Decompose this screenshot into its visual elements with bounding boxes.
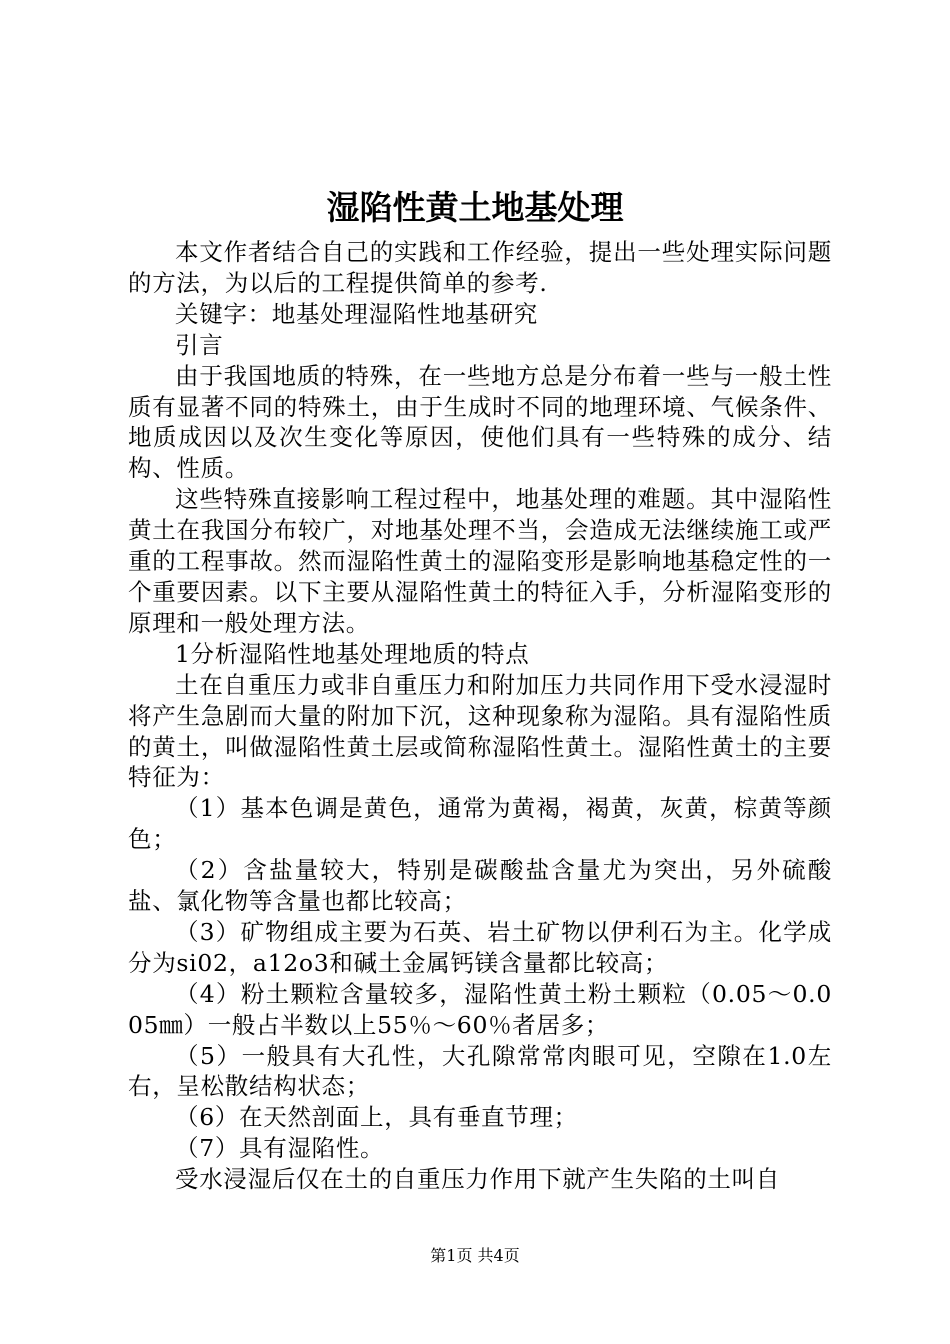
list-item: （5）一般具有大孔性，大孔隙常常肉眼可见，空隙在1.0左右，呈松散结构状态； [128, 1041, 832, 1101]
list-item: （1）基本色调是黄色，通常为黄褐，褐黄，灰黄，棕黄等颜色； [128, 794, 832, 854]
document-title: 湿陷性黄土地基处理 [326, 188, 624, 227]
keywords-paragraph: 关键字：地基处理湿陷性地基研究 [175, 299, 538, 328]
list-item: （6）在天然剖面上，具有垂直节理； [175, 1103, 578, 1132]
list-item: （3）矿物组成主要为石英、岩土矿物以伊利石为主。化学成分为si02，a12o3和碱土金属钙镁含量都比较高； [128, 917, 832, 977]
section-heading-1: 1分析湿陷性地基处理地质的特点 [175, 639, 530, 668]
page-footer: 第1页 共4页 [430, 1246, 520, 1265]
list-item: （7）具有湿陷性。 [175, 1134, 385, 1163]
document-body [128, 237, 832, 1195]
list-item: （2）含盐量较大，特别是碳酸盐含量尤为突出，另外硫酸盐、氯化物等含量也都比较高； [128, 856, 832, 916]
body-paragraph: 这些特殊直接影响工程过程中，地基处理的难题。其中湿陷性黄土在我国分布较广，对地基处理不当，会造成无法继续施工或严重的工程事故。然而湿陷性黄土的湿陷变形是影响地基稳定性的一个重要因素。以下主要从湿陷性黄土的特征入手，分析湿陷变形的原理和一般处理方法。 [128, 485, 832, 637]
body-paragraph: 由于我国地质的特殊，在一些地方总是分布着一些与一般土性质有显著不同的特殊土，由于生成时不同的地理环境、气候条件、地质成因以及次生变化等原因，使他们具有一些特殊的成分、结构、性质。 [128, 361, 832, 483]
section-heading-introduction: 引言 [175, 330, 224, 359]
abstract-paragraph: 本文作者结合自己的实践和工作经验，提出一些处理实际问题的方法，为以后的工程提供简单的参考. [128, 238, 832, 297]
list-item: （4）粉土颗粒含量较多，湿陷性黄土粉土颗粒（0.05～0.005㎜）一般占半数以上55％～60％者居多； [128, 979, 832, 1039]
body-paragraph: 受水浸湿后仅在土的自重压力作用下就产生失陷的土叫自 [175, 1165, 780, 1194]
body-paragraph: 土在自重压力或非自重压力和附加压力共同作用下受水浸湿时将产生急剧而大量的附加下沉，这种现象称为湿陷。具有湿陷性质的黄土，叫做湿陷性黄土层或简称湿陷性黄土。湿陷性黄土的主要特征为： [128, 670, 832, 792]
